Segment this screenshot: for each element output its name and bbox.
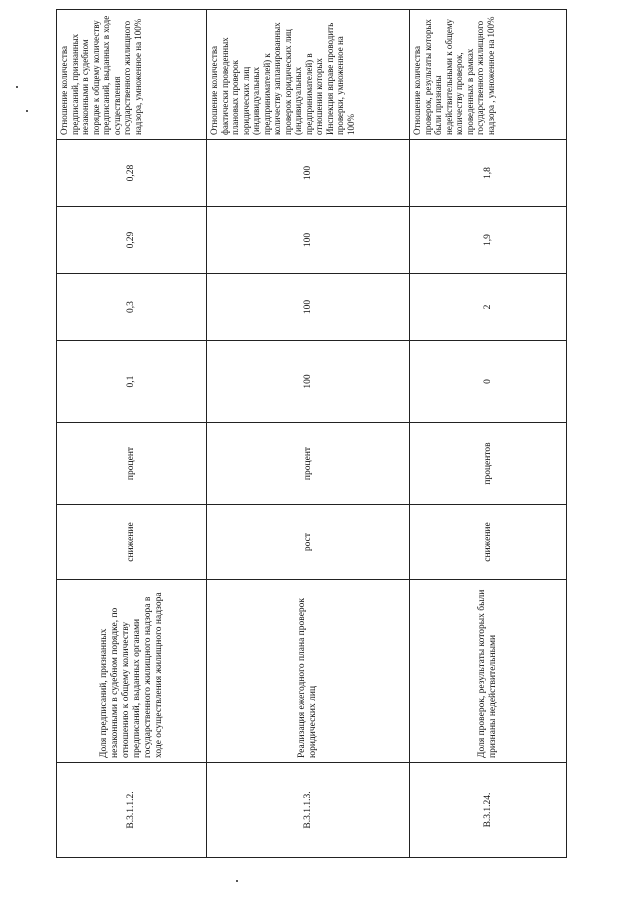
value-cell: 2 — [410, 274, 567, 341]
indicator-code: В.3.1.1.2. — [57, 763, 207, 858]
indicators-table — [56, 9, 567, 858]
indicator-unit: процент — [57, 423, 207, 505]
indicator-direction: снижение — [410, 505, 567, 580]
value-cell: 100 — [207, 274, 410, 341]
scan-speck — [26, 110, 28, 112]
value-cell: 100 — [207, 140, 410, 207]
scan-speck — [16, 86, 18, 88]
value-cell: 0,1 — [57, 341, 207, 423]
indicator-description: Отношение количества фактически проведенных плановых проверок юридических лиц (индивидуальных предпринимателей) к количеству запланированных проверок юридических лиц (индивидуальных предпринимателей) в отношении которых Инспекция вправе проводить проверки, умноженное на 100% — [207, 10, 410, 140]
indicator-description: Отношение количества предписаний, признанных незаконными в судебном порядке к общему количеству предписаний, выданных в ходе осуществления государственного жилищного надзора, умноженное на 100% — [57, 10, 207, 140]
indicator-unit: процентов — [410, 423, 567, 505]
indicator-direction: снижение — [57, 505, 207, 580]
value-cell: 1,9 — [410, 207, 567, 274]
table-row — [410, 10, 567, 858]
value-cell: 0 — [410, 341, 567, 423]
indicator-name: Реализация ежегодного плана проверок юридических лиц — [207, 580, 410, 763]
value-cell: 100 — [207, 341, 410, 423]
value-cell: 0,29 — [57, 207, 207, 274]
indicator-description: Отношение количества проверок, результаты которых были признаны недействительными к общему количеству проверок, проведенных в рамках государственного жилищного надзора , умноженное на 100% — [410, 10, 567, 140]
value-cell: 1,8 — [410, 140, 567, 207]
table-row — [57, 10, 207, 858]
table-row — [207, 10, 410, 858]
indicator-code: В.3.1.24. — [410, 763, 567, 858]
value-cell: 0,3 — [57, 274, 207, 341]
value-cell: 100 — [207, 207, 410, 274]
value-cell: 0,28 — [57, 140, 207, 207]
indicator-unit: процент — [207, 423, 410, 505]
indicator-name: Доля проверок, результаты которых были признаны недействительными — [410, 580, 567, 763]
indicator-direction: рост — [207, 505, 410, 580]
scan-speck — [236, 880, 238, 882]
indicator-name: Доля предписаний, признанных незаконными в судебном порядке, по отношению к общему количеству предписаний, выданных органами государственного жилищного надзора в ходе осуществления жилищного надзора — [57, 580, 207, 763]
indicator-code: В.3.1.1.3. — [207, 763, 410, 858]
rotated-table-container — [56, 10, 566, 858]
